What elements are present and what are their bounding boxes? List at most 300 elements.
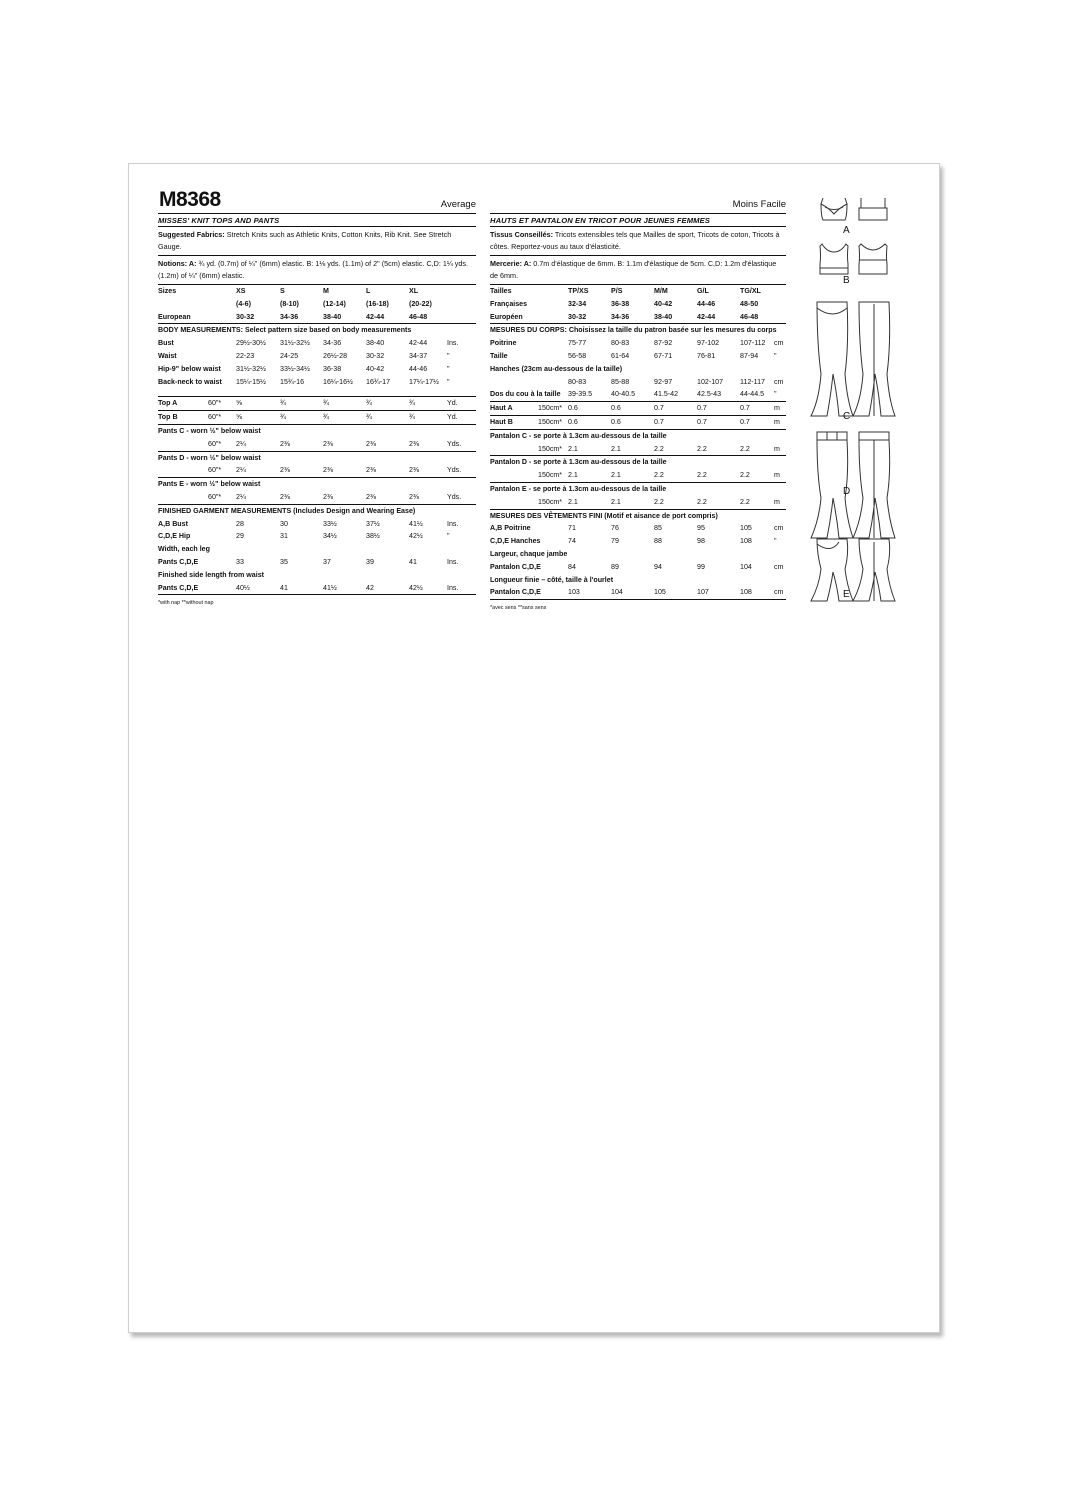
table-cell: 0.7	[740, 415, 774, 429]
table-cell: 60"*	[208, 411, 236, 425]
difficulty-label-fr: Moins Facile	[732, 199, 786, 210]
table-row	[158, 464, 476, 477]
table-cell: 34½	[323, 532, 337, 541]
table-cell: 17¼-17½	[409, 377, 439, 386]
pattern-title: MISSES' KNIT TOPS AND PANTS	[158, 216, 280, 225]
table-cell: 2.1	[568, 469, 611, 482]
table-cell	[538, 311, 568, 324]
table-cell: m	[774, 469, 786, 482]
table-cell: G/L	[697, 287, 709, 295]
table-cell: Pants C - worn ½" below waist	[158, 426, 261, 435]
table-cell: 37½	[366, 519, 380, 528]
table-cell: 80-83	[568, 377, 587, 386]
table-cell: Pantalon C,D,E	[490, 562, 541, 571]
table-cell: 39	[366, 557, 374, 566]
table-cell: 2.2	[697, 443, 740, 456]
size-table-en	[158, 285, 476, 595]
table-cell	[208, 337, 236, 350]
table-cell: M/M	[654, 287, 668, 295]
table-cell: M	[323, 287, 329, 295]
garment-line-drawings	[809, 194, 919, 604]
table-cell	[538, 285, 568, 298]
table-row	[490, 350, 786, 363]
table-row	[490, 337, 786, 350]
table-cell: 34-37	[409, 351, 428, 360]
table-section-title	[158, 451, 476, 464]
table-section-title	[490, 509, 786, 522]
table-row	[490, 311, 786, 324]
table-cell: 2.2	[654, 496, 697, 509]
table-cell: 36-38	[611, 299, 630, 308]
table-cell: 41½	[409, 519, 423, 528]
table-cell: 71	[568, 524, 576, 533]
table-cell: (16-18)	[366, 299, 389, 308]
table-cell: (4-6)	[236, 299, 251, 308]
table-cell: 104	[740, 562, 752, 571]
table-cell: Largeur, chaque jambe	[490, 549, 568, 558]
table-row	[158, 438, 476, 451]
table-cell: 89	[611, 562, 619, 571]
table-cell: 2.1	[568, 496, 611, 509]
table-cell: European	[158, 311, 208, 324]
table-cell: Longueur finie – côté, taille à l'ourlet	[490, 575, 614, 584]
table-cell: cm	[774, 524, 784, 533]
table-row	[158, 363, 476, 376]
table-cell: Yds.	[447, 438, 476, 451]
table-cell: Tailles	[490, 287, 512, 295]
table-section-title	[490, 548, 786, 561]
table-cell: Back-neck to waist	[158, 377, 222, 386]
table-cell: 2.2	[654, 469, 697, 482]
table-cell: Européen	[490, 311, 538, 324]
table-cell	[208, 285, 236, 298]
table-cell	[490, 496, 538, 509]
table-cell: 42½	[409, 532, 423, 541]
view-illustrations	[809, 194, 919, 604]
table-cell: ¾	[366, 411, 409, 425]
table-cell: 2.2	[697, 469, 740, 482]
table-cell: 35	[280, 557, 288, 566]
table-cell: "	[774, 351, 777, 360]
table-cell: Bust	[158, 339, 174, 348]
table-cell: 56-58	[568, 351, 587, 360]
table-cell: 2⅜	[409, 464, 447, 477]
table-cell	[447, 285, 476, 298]
table-cell	[490, 376, 538, 389]
table-section-title	[158, 478, 476, 491]
table-cell: 36-38	[323, 364, 342, 373]
table-cell: Yds.	[447, 491, 476, 504]
table-cell	[447, 298, 476, 311]
table-cell: 42-44	[366, 311, 409, 324]
table-cell: 40-40.5	[611, 388, 654, 401]
table-cell: 15¾-16	[280, 377, 305, 386]
table-cell: 67-71	[654, 351, 673, 360]
table-cell	[447, 311, 476, 324]
table-cell: 2⅜	[323, 464, 366, 477]
table-cell: 31½-32½	[236, 364, 266, 373]
table-cell	[538, 535, 568, 548]
table-cell: 0.7	[654, 402, 697, 416]
table-cell: "	[447, 364, 450, 373]
view-b-front-drawing	[820, 244, 848, 274]
table-cell: 150cm*	[538, 443, 568, 456]
table-cell: 75-77	[568, 339, 587, 348]
table-cell: 29	[236, 532, 244, 541]
table-cell: 32-34	[568, 299, 587, 308]
table-row	[490, 298, 786, 311]
table-cell: cm	[774, 586, 786, 599]
table-cell: XS	[236, 287, 246, 295]
table-cell: Ins.	[447, 557, 459, 566]
table-row	[158, 350, 476, 363]
table-cell: 28	[236, 519, 244, 528]
notions: Notions: A: ¾ yd. (0.7m) of ¼" (6mm) elastic. B: 1⅛ yds. (1.1m) of 2" (5cm) elastic. C,D: 1¼ yds. (1.2m) of ¼" (6mm) elastic.	[158, 259, 468, 280]
table-cell: ¾	[323, 397, 366, 411]
table-cell: 0.6	[568, 402, 611, 416]
table-cell: MESURES DES VÊTEMENTS FINI (Motif et aisance de port compris)	[490, 511, 718, 520]
table-cell: 16¼-16½	[323, 377, 353, 386]
table-cell	[538, 561, 568, 574]
table-row	[158, 530, 476, 543]
table-cell: Françaises	[490, 299, 528, 308]
table-section-title	[490, 363, 786, 376]
table-cell: Width, each leg	[158, 545, 210, 554]
table-cell: 85-88	[611, 377, 630, 386]
table-cell: 92-97	[654, 377, 673, 386]
table-cell: m	[774, 402, 786, 416]
table-cell: cm	[774, 377, 784, 386]
table-cell: 38-40	[654, 311, 697, 324]
table-row	[490, 402, 786, 416]
table-row	[158, 397, 476, 411]
table-cell: 41	[280, 582, 323, 595]
table-cell: 2¼	[236, 464, 280, 477]
table-row	[158, 582, 476, 595]
table-cell: BODY MEASUREMENTS: Select pattern size based on body measurements	[158, 326, 412, 335]
table-cell: 105	[654, 586, 697, 599]
table-cell	[158, 438, 208, 451]
table-cell: 42-44	[697, 311, 740, 324]
table-cell: TG/XL	[740, 287, 761, 295]
table-cell: 60"*	[208, 438, 236, 451]
table-cell: 76	[611, 524, 619, 533]
table-cell: 60"*	[208, 397, 236, 411]
table-cell: 30-32	[568, 311, 611, 324]
view-label-e: E	[843, 589, 850, 600]
table-cell: 98	[697, 537, 705, 546]
table-cell: ¾	[409, 411, 447, 425]
table-cell: 84	[568, 562, 576, 571]
table-cell: 95	[697, 524, 705, 533]
difficulty-label: Average	[440, 199, 476, 210]
table-cell	[158, 491, 208, 504]
table-cell: 2⅜	[280, 491, 323, 504]
table-cell: FINISHED GARMENT MEASUREMENTS (Includes Design and Wearing Ease)	[158, 506, 416, 515]
table-cell: A,B Bust	[158, 519, 188, 528]
size-table-fr	[490, 285, 786, 600]
table-cell: 33½-34½	[280, 364, 310, 373]
table-cell: Yd.	[447, 397, 476, 411]
table-cell: XL	[409, 287, 419, 295]
table-row	[490, 388, 786, 401]
table-section-title	[490, 574, 786, 587]
table-cell: 26½-28	[323, 351, 348, 360]
table-cell: 46-48	[409, 311, 447, 324]
table-cell: "	[774, 388, 786, 401]
table-cell: 34-36	[611, 311, 654, 324]
table-cell: Hanches (23cm au-dessous de la taille)	[490, 364, 623, 373]
table-cell: 48-50	[740, 299, 759, 308]
table-cell: Pants C,D,E	[158, 582, 208, 595]
table-cell: 39-39.5	[568, 388, 611, 401]
table-cell	[538, 586, 568, 599]
table-cell: 31½-32½	[280, 339, 310, 348]
table-cell: 0.6	[611, 402, 654, 416]
table-cell: 31	[280, 532, 288, 541]
table-cell: Pantalon E - se porte à 1.3cm au-dessous de la taille	[490, 484, 667, 493]
table-cell: L	[366, 287, 371, 295]
table-cell: 2⅜	[409, 491, 447, 504]
table-row	[490, 285, 786, 298]
table-cell: ⅝	[236, 397, 280, 411]
table-cell: m	[774, 415, 786, 429]
table-cell	[774, 298, 786, 311]
table-cell: 2.2	[740, 469, 774, 482]
table-cell: ¾	[409, 397, 447, 411]
table-cell: 61-64	[611, 351, 630, 360]
table-cell	[208, 582, 236, 595]
table-row	[158, 311, 476, 324]
pattern-envelope-back	[128, 163, 940, 1333]
table-cell: 85	[654, 524, 662, 533]
table-cell: 34-36	[323, 339, 342, 348]
table-row	[490, 586, 786, 599]
notions-fr: Mercerie: A: 0.7m d'élastique de 6mm. B: 1.1m d'élastique de 5cm. C,D: 1.2m d'élastique de 6mm.	[490, 259, 777, 280]
french-column	[490, 164, 786, 611]
table-cell: 104	[611, 586, 654, 599]
table-cell: 2⅜	[366, 491, 409, 504]
table-cell: 42½	[409, 582, 447, 595]
table-cell: 42	[366, 582, 409, 595]
table-cell	[208, 518, 236, 531]
table-cell: Pantalon D - se porte à 1.3cm au-dessous de la taille	[490, 458, 667, 467]
table-cell: "	[447, 351, 450, 360]
table-cell: 0.7	[740, 402, 774, 416]
table-cell: 38½	[366, 532, 380, 541]
table-cell: ¾	[323, 411, 366, 425]
table-cell: 105	[740, 524, 752, 533]
table-cell: 30-32	[236, 311, 280, 324]
table-cell: 0.6	[611, 415, 654, 429]
view-d-front-drawing	[811, 432, 853, 538]
table-cell: 38-40	[366, 339, 385, 348]
table-cell: 2.1	[611, 443, 654, 456]
table-row	[490, 376, 786, 389]
view-label-d: D	[843, 486, 851, 497]
table-cell: m	[774, 496, 786, 509]
table-cell: 60"*	[208, 464, 236, 477]
table-cell: MESURES DU CORPS: Choisissez la taille du patron basée sur les mesures du corps	[490, 326, 777, 335]
view-label-a: A	[843, 225, 850, 236]
table-cell: 42-44	[409, 339, 428, 348]
table-cell: 2.2	[740, 443, 774, 456]
table-cell: 2⅜	[409, 438, 447, 451]
table-cell: A,B Poitrine	[490, 524, 531, 533]
table-cell: Pants E - worn ½" below waist	[158, 480, 261, 489]
table-cell: Pantalon C,D,E	[490, 586, 538, 599]
table-cell: 44-46	[697, 299, 716, 308]
table-cell: 30-32	[366, 351, 385, 360]
table-cell: (20-22)	[409, 299, 432, 308]
table-cell: 2.1	[611, 469, 654, 482]
table-cell: 2.1	[568, 443, 611, 456]
pattern-number: M8368	[159, 188, 221, 211]
table-section-title	[490, 482, 786, 495]
table-cell: 41½	[323, 582, 366, 595]
table-cell	[538, 298, 568, 311]
table-cell: 41	[409, 557, 417, 566]
table-cell	[538, 337, 568, 350]
table-section-title	[158, 324, 476, 337]
table-cell: Sizes	[158, 287, 177, 295]
table-cell: S	[280, 287, 285, 295]
table-cell: 37	[323, 557, 331, 566]
table-cell: Dos du cou à la taille	[490, 388, 538, 401]
table-cell	[490, 443, 538, 456]
table-section-title	[158, 424, 476, 437]
view-d-back-drawing	[853, 432, 895, 538]
table-cell: (12-14)	[323, 299, 346, 308]
table-cell: 22-23	[236, 351, 255, 360]
table-cell: Haut B	[490, 415, 538, 429]
table-cell	[538, 522, 568, 535]
table-cell: 150cm*	[538, 469, 568, 482]
table-cell: 2⅜	[323, 491, 366, 504]
table-cell: 103	[568, 586, 611, 599]
table-cell: Hip-9" below waist	[158, 364, 221, 373]
table-cell: 38-40	[323, 311, 366, 324]
table-cell: 2⅜	[323, 438, 366, 451]
table-cell: 40-42	[654, 299, 673, 308]
header-en	[158, 164, 476, 213]
suggested-fabrics: Suggested Fabrics: Stretch Knits such as Athletic Knits, Cotton Knits, Rib Knit. See Stretch Gauge.	[158, 230, 452, 251]
table-cell: 112-117	[740, 377, 765, 386]
table-cell: cm	[774, 339, 784, 348]
view-e-back-drawing	[853, 539, 895, 601]
table-cell: 24-25	[280, 351, 299, 360]
table-row	[490, 496, 786, 509]
view-label-c: C	[843, 411, 851, 422]
table-cell	[208, 311, 236, 324]
table-cell: 46-48	[740, 311, 774, 324]
table-cell	[158, 464, 208, 477]
table-cell: 2⅜	[280, 464, 323, 477]
table-cell: 108	[740, 586, 774, 599]
table-cell: 2.2	[740, 496, 774, 509]
table-cell: 2⅜	[280, 438, 323, 451]
table-cell: Pants C,D,E	[158, 557, 199, 566]
table-cell: 108	[740, 537, 752, 546]
table-cell: TP/XS	[568, 287, 589, 295]
view-label-b: B	[843, 275, 850, 286]
table-cell: 33	[236, 557, 244, 566]
table-cell: 87-94	[740, 351, 759, 360]
table-section-title	[490, 429, 786, 442]
table-cell: 87-92	[654, 339, 673, 348]
table-cell	[208, 530, 236, 543]
table-cell: 0.6	[568, 415, 611, 429]
table-row	[490, 469, 786, 482]
table-cell: 40-42	[366, 364, 385, 373]
table-cell: 40½	[236, 582, 280, 595]
table-cell: Taille	[490, 351, 508, 360]
table-cell: 2¼	[236, 491, 280, 504]
view-c-front-drawing	[811, 302, 853, 416]
table-cell: "	[447, 532, 450, 541]
table-cell: Haut A	[490, 402, 538, 416]
table-cell: 16¾-17	[366, 377, 391, 386]
english-column	[158, 164, 476, 606]
table-cell: 107-112	[740, 339, 766, 348]
table-row	[158, 518, 476, 531]
table-section-title	[158, 504, 476, 517]
footnote-en: *with nap **without nap	[158, 600, 214, 607]
table-cell: 34-36	[280, 311, 323, 324]
table-cell: 42.5-43	[697, 388, 740, 401]
table-section-title	[490, 324, 786, 337]
table-cell	[208, 350, 236, 363]
table-row	[158, 376, 476, 389]
view-b-back-drawing	[859, 244, 887, 274]
table-cell: Finished side length from waist	[158, 570, 265, 579]
table-cell: Waist	[158, 351, 177, 360]
table-row	[158, 337, 476, 350]
table-cell: m	[774, 443, 786, 456]
table-section-title	[490, 456, 786, 469]
table-cell: 44-46	[409, 364, 428, 373]
table-cell	[774, 285, 786, 298]
table-cell	[490, 469, 538, 482]
table-row	[490, 522, 786, 535]
table-cell: 94	[654, 562, 662, 571]
table-cell: 15¼-15½	[236, 377, 266, 386]
table-cell: 150cm*	[538, 402, 568, 416]
table-cell: 2.2	[654, 443, 697, 456]
table-cell	[538, 350, 568, 363]
table-section-title	[158, 569, 476, 582]
table-row	[158, 411, 476, 425]
table-cell: 79	[611, 537, 619, 546]
table-cell: C,D,E Hip	[158, 532, 191, 541]
table-section-title	[158, 543, 476, 556]
table-row	[490, 415, 786, 429]
table-cell: Pantalon C - se porte à 1.3cm au-dessous de la taille	[490, 431, 667, 440]
table-cell	[774, 311, 786, 324]
table-cell: 102-107	[697, 377, 724, 386]
table-cell: 99	[697, 562, 705, 571]
table-cell: 107	[697, 586, 740, 599]
table-cell: P/S	[611, 287, 623, 295]
table-cell: 88	[654, 537, 662, 546]
table-cell	[538, 376, 568, 389]
table-row	[158, 491, 476, 504]
table-cell: 0.7	[697, 402, 740, 416]
table-row	[158, 285, 476, 298]
table-row	[490, 561, 786, 574]
table-row	[158, 556, 476, 569]
table-cell: ⅝	[236, 411, 280, 425]
